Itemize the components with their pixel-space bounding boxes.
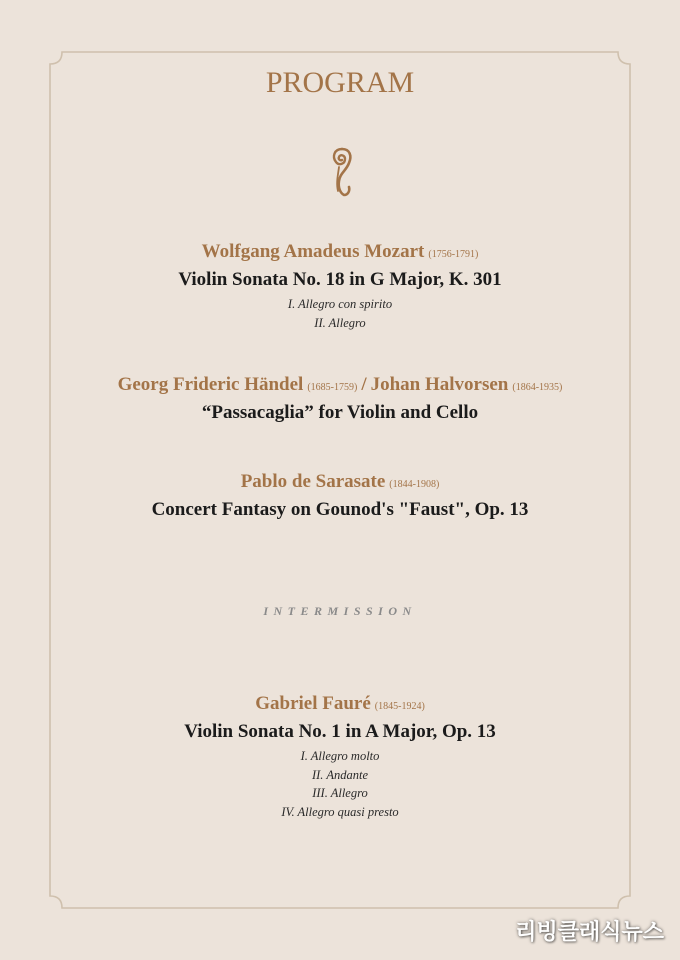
intermission-label: INTERMISSION [263, 604, 417, 618]
program-piece-2 [0, 374, 680, 424]
composer-separator: / [361, 374, 367, 395]
page-title: PROGRAM [265, 66, 415, 99]
composer-name: Pablo de Sarasate [240, 471, 386, 492]
composer-name: Georg Frideric Händel [117, 374, 304, 395]
violin-scroll-icon [330, 147, 354, 197]
composer-name: Gabriel Fauré [255, 693, 371, 714]
movement-item: I. Allegro con spirito [287, 297, 393, 311]
movement-list [0, 295, 680, 332]
movement-item: II. Allegro [314, 315, 366, 330]
movement-item: I. Allegro molto [300, 749, 380, 763]
composer-years-2: (1864-1935) [512, 382, 563, 393]
work-title: Concert Fantasy on Gounod's "Faust", Op. 13 [151, 499, 529, 520]
composer-years: (1845-1924) [374, 701, 425, 712]
composer-years: (1844-1908) [389, 479, 440, 490]
movement-item: II. Andante [311, 767, 368, 782]
publisher-watermark: 리빙클래식뉴스 [515, 920, 664, 945]
movement-list [0, 747, 680, 821]
movement-item: III. Allegro [312, 786, 368, 800]
composer-years: (1756-1791) [428, 249, 479, 260]
program-piece-3 [0, 471, 680, 521]
composer-name-2: Johan Halvorsen [370, 374, 509, 395]
work-title: “Passacaglia” for Violin and Cello [201, 402, 479, 423]
work-title: Violin Sonata No. 18 in G Major, K. 301 [178, 269, 502, 290]
movement-item: IV. Allegro quasi presto [281, 804, 399, 819]
composer-name: Wolfgang Amadeus Mozart [201, 241, 425, 262]
program-piece-1 [0, 241, 680, 332]
composer-years: (1685-1759) [307, 382, 358, 393]
program-piece-4 [0, 693, 680, 821]
work-title: Violin Sonata No. 1 in A Major, Op. 13 [184, 721, 496, 742]
